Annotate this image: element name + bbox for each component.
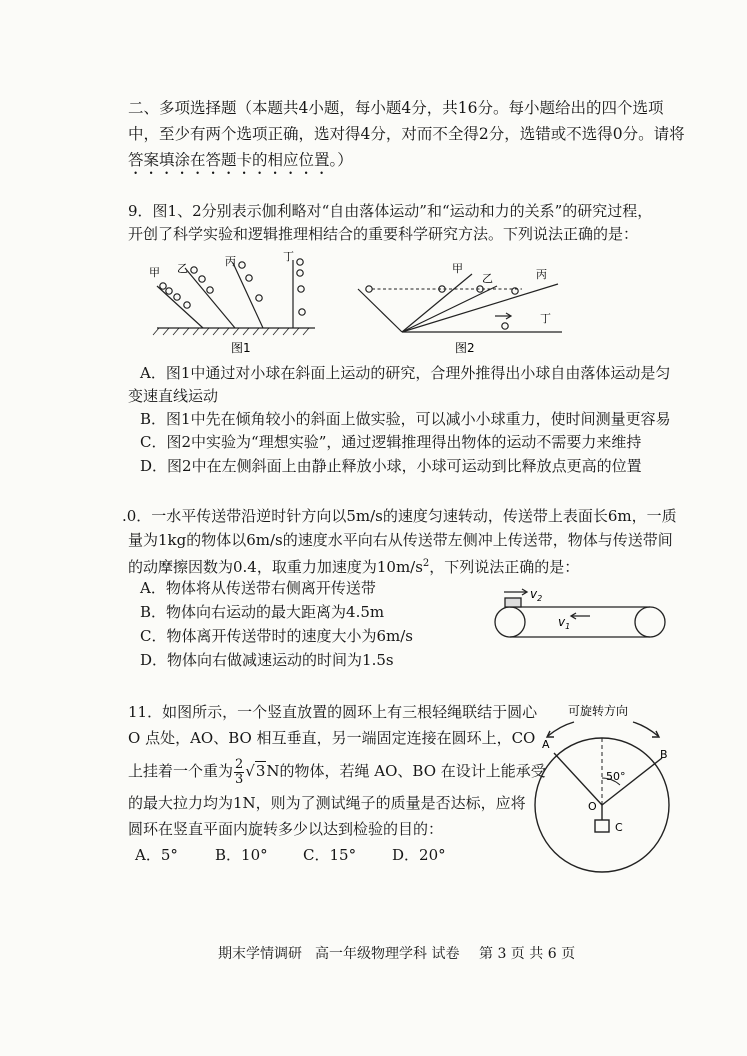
ring-label-a: A	[542, 738, 550, 751]
q11-option-a: A．5°	[135, 846, 178, 864]
emphasized-text: 答案填涂在答题卡的相应位置	[128, 151, 330, 169]
q9-stem-line1: 9．图1、2分别表示伽利略对“自由落体运动”和“运动和力的关系”的研究过程，	[128, 202, 653, 220]
fig2-label-yi: 乙	[482, 272, 493, 285]
section-header-line1: 二、多项选择题（本题共4小题，每小题4分，共16分。每小题给出的四个选项	[128, 99, 664, 117]
q10-stem-line3-a: 的动摩擦因数为0.4，取重力加速度为10m/s	[128, 558, 423, 576]
section-header-line2: 中，至少有两个选项正确，选对得4分，对而不全得2分，选错或不选得0分。请将	[128, 125, 685, 143]
sqrt-value: 3	[255, 762, 266, 780]
q11-option-d: D．20°	[392, 846, 446, 864]
q11-stem-line3-b: N的物体，若绳 AO、BO 在设计上能承受	[266, 762, 546, 780]
v2-label: $v_2$	[530, 587, 543, 603]
ring-label-o: O	[588, 800, 597, 813]
q9-option-d: D．图2中在左侧斜面上由静止释放小球，小球可运动到比释放点更高的位置	[140, 457, 642, 475]
q9-figure-1	[145, 248, 320, 358]
q10-stem-line3-b: ，下列说法正确的是：	[429, 558, 580, 576]
q11-option-b: B．10°	[215, 846, 268, 864]
q10-conveyor-figure	[490, 586, 670, 646]
q11-stem-line3-a: 上挂着一个重为	[128, 762, 234, 780]
ring-angle-label: 50°	[606, 770, 626, 783]
q9-option-b: B．图1中先在倾角较小的斜面上做实验，可以减小小球重力，使时间测量更容易	[140, 410, 671, 428]
section-header-line3	[128, 150, 353, 178]
fig1-label-ding: 丁	[283, 250, 294, 263]
q11-stem-line2: O 点处，AO、BO 相互垂直，另一端固定连接在圆环上，CO	[128, 729, 536, 747]
q10-superscript: 2	[422, 558, 430, 569]
footer-subject: 高一年级物理学科 试卷	[315, 946, 460, 962]
ring-label-b: B	[660, 748, 668, 761]
fig1-label-jia: 甲	[149, 266, 160, 279]
fig2-label-ding: 丁	[540, 312, 551, 325]
q9-option-a-line2: 变速直线运动	[128, 387, 219, 405]
fraction-two-thirds: $\frac{2}{3}$	[235, 756, 244, 787]
ring-title: 可旋转方向	[568, 704, 629, 718]
q10-stem-line2: 量为1kg的物体以6m/s的速度水平向右从传送带左侧冲上传送带，物体与传送带间	[128, 531, 673, 549]
ring-label-c: C	[615, 821, 623, 834]
q9-option-c: C．图2中实验为“理想实验”，通过逻辑推理得出物体的运动不需要力来维持	[140, 433, 642, 451]
section-header-line3-suffix: 。）	[329, 151, 353, 169]
q11-ring-figure	[528, 700, 678, 890]
fig2-label-bing: 丙	[536, 268, 547, 281]
q9-option-a-line1: A．图1中通过对小球在斜面上运动的研究，合理外推得出小球自由落体运动是匀	[140, 364, 671, 382]
footer-exam: 期末学情调研	[218, 946, 302, 962]
q10-option-b: B．物体向右运动的最大距离为4.5m	[140, 603, 385, 621]
q11-option-c: C．15°	[303, 846, 357, 864]
q11-stem-line4: 的最大拉力均为1N，则为了测试绳子的质量是否达标，应将	[128, 794, 526, 812]
fig1-caption: 图1	[231, 341, 251, 355]
q11-stem-line1: 11．如图所示，一个竖直放置的圆环上有三根轻绳联结于圆心	[128, 703, 538, 721]
fig1-label-bing: 丙	[225, 255, 236, 268]
q9-figure-2	[352, 256, 567, 356]
footer-page: 第 3 页 共 6 页	[479, 946, 576, 962]
q11-stem-line5: 圆环在竖直平面内旋转多少以达到检验的目的：	[128, 820, 444, 838]
fig1-label-yi: 乙	[177, 262, 188, 275]
q10-option-a: A．物体将从传送带右侧离开传送带	[140, 579, 376, 597]
q9-stem-line2: 开创了科学实验和逻辑推理相结合的重要科学研究方法。下列说法正确的是：	[128, 225, 639, 243]
q10-stem-line1: .0．一水平传送带沿逆时针方向以5m/s的速度匀速转动，传送带上表面长6m，一质	[122, 507, 677, 525]
q10-option-c: C．物体离开传送带时的速度大小为6m/s	[140, 627, 413, 645]
v1-label: $v_1$	[558, 615, 571, 631]
q10-option-d: D．物体向右做减速运动的时间为1.5s	[140, 651, 394, 669]
fig2-caption: 图2	[455, 341, 475, 355]
fig2-label-jia: 甲	[452, 262, 463, 275]
q11-stem-line3: 上挂着一个重为 $\frac{2}{3}$ √3N的物体，若绳 AO、BO 在设计上能承受	[128, 756, 546, 787]
q10-stem-line3	[128, 554, 579, 577]
